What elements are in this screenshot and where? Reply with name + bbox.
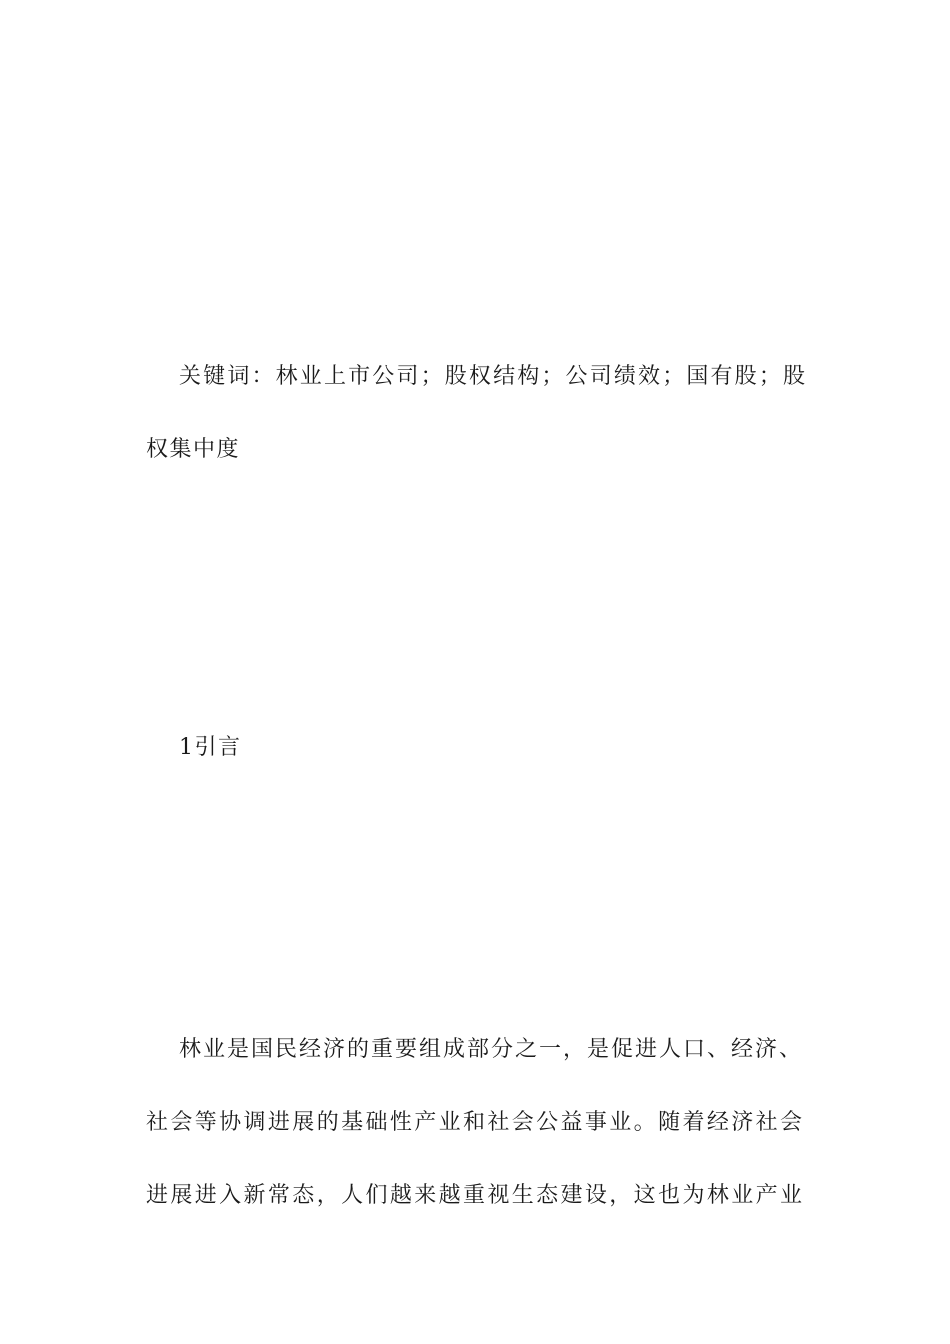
paragraph-line-1: 林业是国民经济的重要组成部分之一，是促进人口、经济、 [179, 1037, 801, 1062]
paragraph-line-3: 进展进入新常态，人们越来越重视生态建设，这也为林业产业 [146, 1183, 802, 1208]
section-heading: 1引言 [179, 735, 242, 760]
paragraph-line-2: 社会等协调进展的基础性产业和社会公益事业。随着经济社会 [146, 1110, 802, 1135]
keywords-line-1: 关键词：林业上市公司；股权结构；公司绩效；国有股；股 [179, 364, 805, 389]
keywords-line-2: 权集中度 [146, 437, 241, 462]
